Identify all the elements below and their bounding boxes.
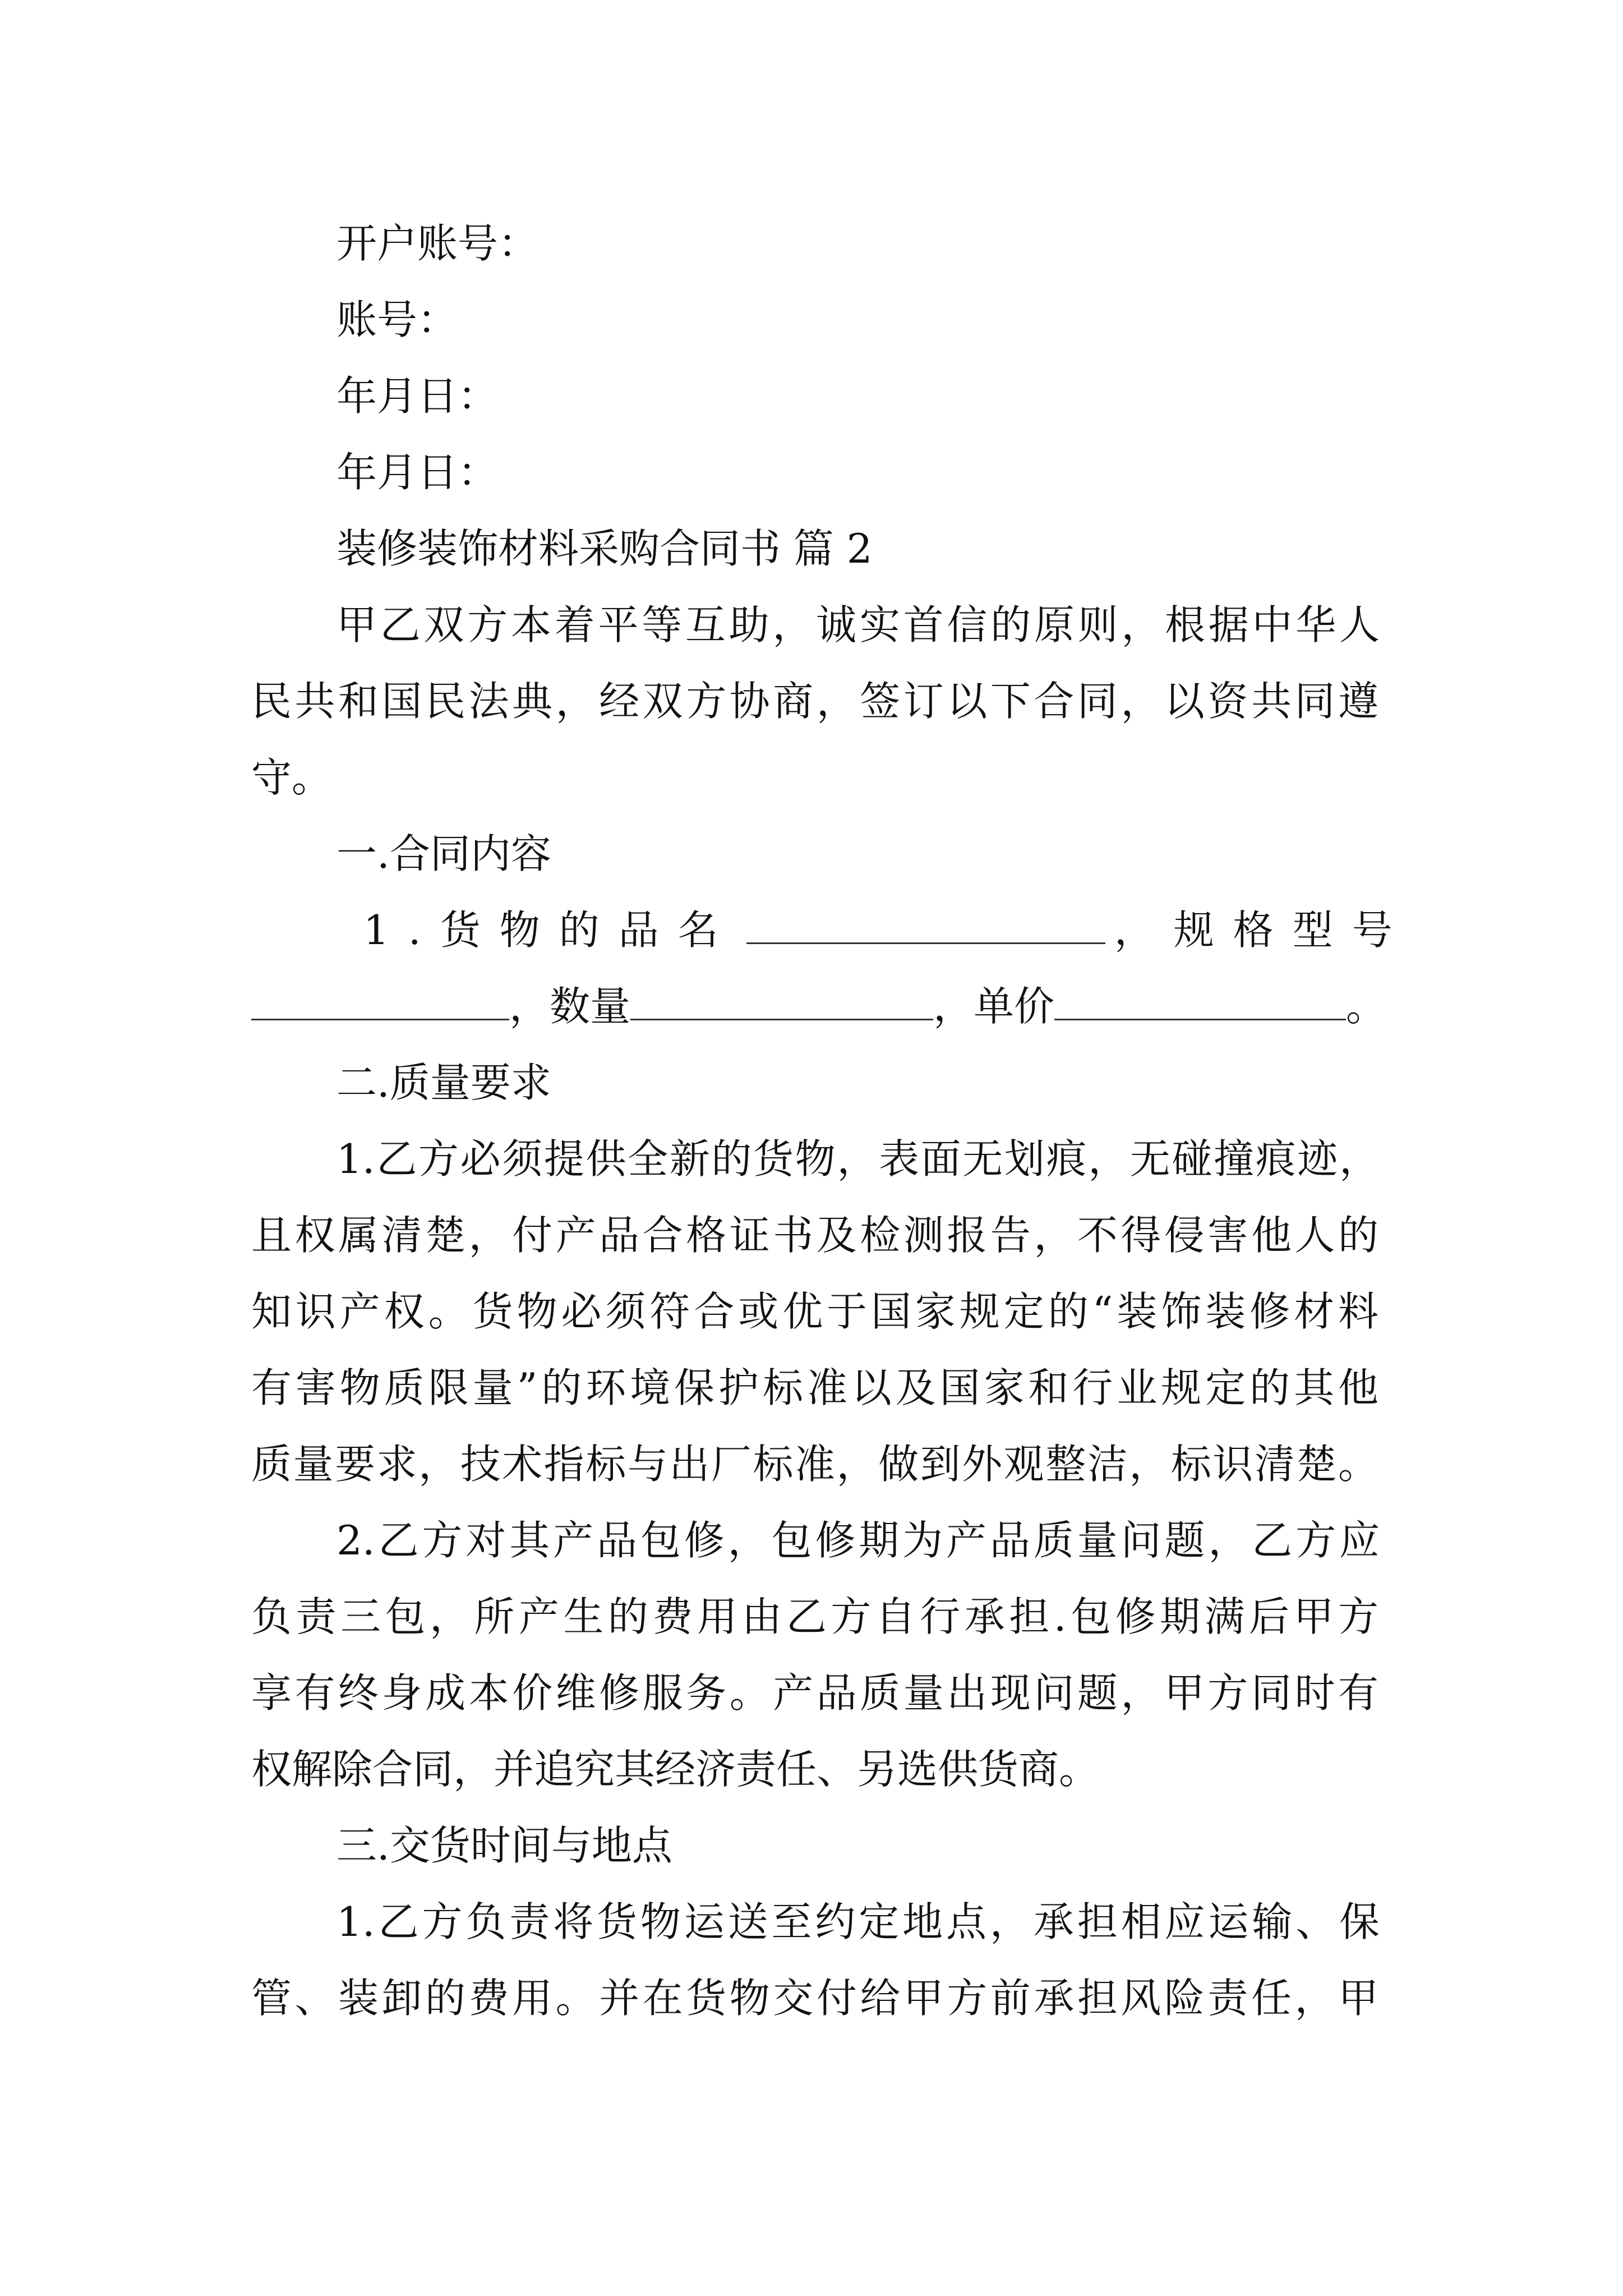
section-2-item-1-line-1: 1.乙方必须提供全新的货物，表面无划痕，无碰撞痕迹， [336,1135,1380,1182]
intro-line-3: 守。 [251,754,333,801]
date-line-2: 年月日： [336,449,499,496]
section-2-item-1-line-5: 质量要求，技术指标与出厂标准，做到外观整洁，标识清楚。 [251,1441,1378,1488]
section-2-item-2-line-3: 享有终身成本价维修服务。产品质量出现问题，甲方同时有 [251,1669,1378,1717]
line-end-mark: 。 [1346,983,1387,1030]
document-title: 装修装饰材料采购合同书 篇 2 [336,525,873,572]
quantity-blank [630,983,933,1020]
section-3-heading: 三.交货时间与地点 [336,1822,672,1869]
product-name-blank [746,907,1105,944]
account-open-line: 开户账号： [336,220,539,267]
item-1-spec-label: ，规格型号 [1114,907,1412,954]
section-1-item-1-line-1 [363,896,1412,964]
quantity-label: ，数量 [509,983,631,1030]
section-3-item-1-line-1: 1.乙方负责将货物运送至约定地点，承担相应运输、保 [336,1898,1380,1945]
spec-blank [251,983,509,1020]
intro-line-2: 民共和国民法典，经双方协商，签订以下合同，以资共同遵 [251,678,1378,725]
section-2-item-1-line-2: 且权属清楚，付产品合格证书及检测报告，不得侵害他人的 [251,1212,1378,1259]
section-3-item-1-line-2: 管、装卸的费用。并在货物交付给甲方前承担风险责任，甲 [251,1975,1378,2022]
intro-line-1: 甲乙双方本着平等互助，诚实首信的原则，根据中华人 [336,601,1380,648]
section-2-heading: 二.质量要求 [336,1059,551,1106]
item-1-label: 1.货物的品名 [363,907,737,954]
section-2-item-2-line-1: 2.乙方对其产品包修，包修期为产品质量问题，乙方应 [336,1517,1380,1564]
section-2-item-2-line-4: 权解除合同，并追究其经济责任、另选供货商。 [251,1746,1100,1793]
date-line-1: 年月日： [336,372,499,420]
section-2-item-2-line-2: 负责三包，所产生的费用由乙方自行承担.包修期满后甲方 [251,1593,1378,1640]
unit-price-blank [1054,983,1346,1020]
section-2-item-1-line-3: 知识产权。货物必须符合或优于国家规定的“装饰装修材料 [251,1288,1378,1335]
section-2-item-1-line-4: 有害物质限量”的环境保护标准以及国家和行业规定的其他 [251,1364,1378,1411]
unit-price-label: ，单价 [933,983,1055,1030]
section-1-heading: 一.合同内容 [336,830,551,877]
section-1-item-1-line-2 [251,973,1407,1040]
account-line: 账号： [336,296,458,343]
